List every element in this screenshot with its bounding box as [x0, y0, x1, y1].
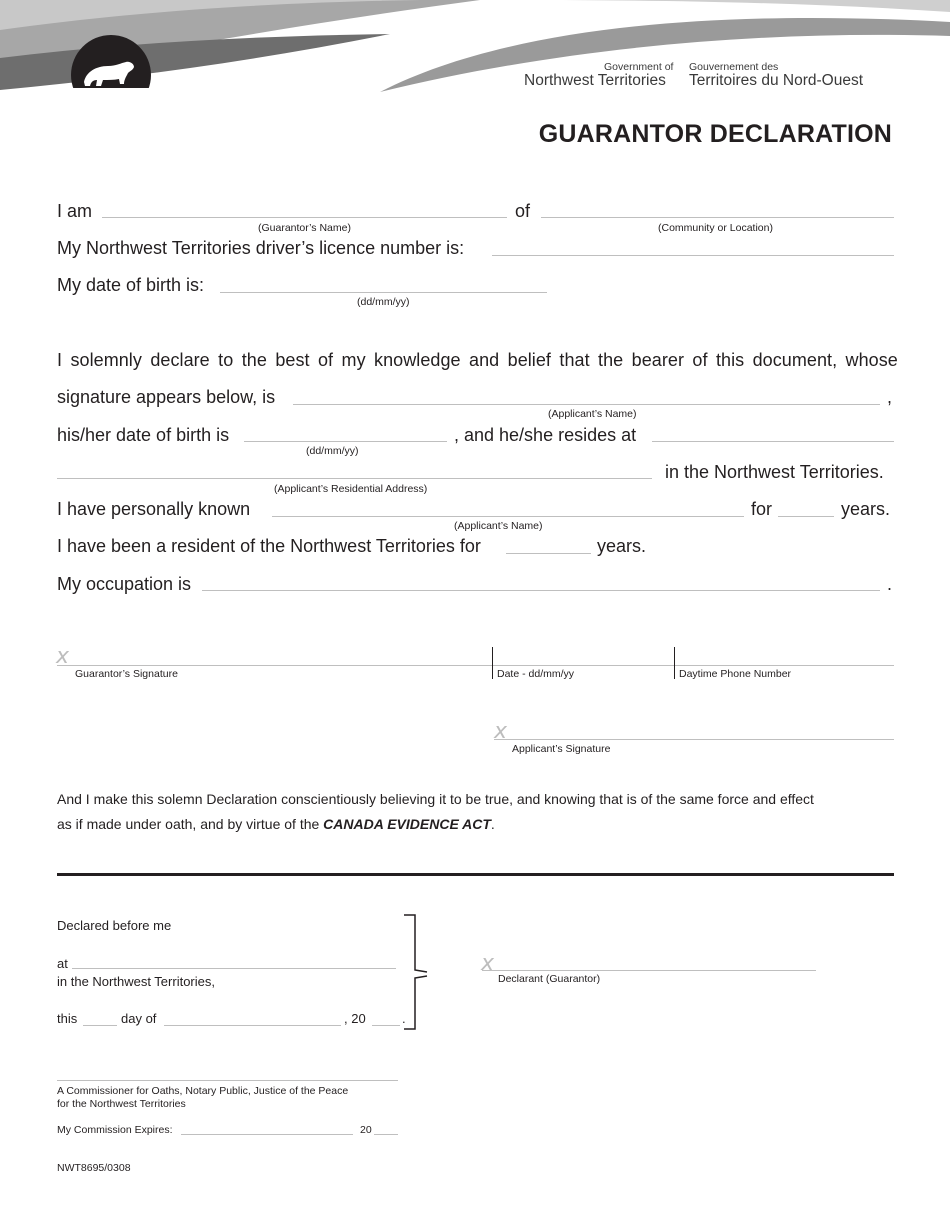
phone-divider — [674, 647, 675, 679]
applicant-dob-caption: (dd/mm/yy) — [306, 445, 359, 457]
date-divider — [492, 647, 493, 679]
community-caption: (Community or Location) — [658, 222, 773, 234]
gov-fr-name: Territoires du Nord-Ouest — [689, 72, 864, 89]
guarantor-dob-field[interactable] — [220, 292, 547, 293]
solemn-line2 — [57, 815, 495, 833]
gov-fr-small: Gouvernement des — [689, 61, 779, 73]
commissioner-signature-line[interactable] — [57, 1080, 398, 1081]
resident-label: I have been a resident of the Northwest Territories for — [57, 536, 481, 556]
month-field[interactable] — [164, 1025, 341, 1026]
phone-caption: Daytime Phone Number — [679, 668, 792, 680]
declared-location-field[interactable] — [72, 968, 396, 969]
solemn-line2-prefix: as if made under oath, and by virtue of the — [57, 816, 320, 832]
this-label: this — [57, 1011, 78, 1026]
of-label: of — [515, 201, 531, 221]
for-label: for — [751, 499, 773, 519]
comma: , — [887, 387, 893, 407]
address-caption: (Applicant’s Residential Address) — [274, 483, 428, 495]
guarantor-dob-caption: (dd/mm/yy) — [357, 296, 410, 308]
declarant-signature-line[interactable] — [482, 970, 816, 971]
guarantor-signature-caption: Guarantor’s Signature — [75, 668, 178, 680]
licence-label: My Northwest Territories driver’s licence number is: — [57, 238, 465, 258]
banner-swoosh-right-light — [520, 0, 950, 12]
day-field[interactable] — [83, 1025, 117, 1026]
known-years-field[interactable] — [778, 516, 834, 517]
commission-expires-label: My Commission Expires: — [57, 1124, 173, 1136]
gov-en-small: Government of — [604, 61, 674, 73]
solemn-line1: And I make this solemn Declaration conscientiously believing it to be true, and knowing that is of the same force and effect — [57, 791, 814, 807]
day-of-label: day of — [121, 1011, 157, 1026]
guarantor-sign-mark: x — [56, 644, 70, 669]
commissioner-line2: for the Northwest Territories — [57, 1098, 186, 1110]
community-field[interactable] — [541, 217, 894, 218]
applicant-dob-field[interactable] — [244, 441, 447, 442]
guarantor-name-field[interactable] — [102, 217, 507, 218]
at-label: at — [57, 956, 68, 971]
applicant-signature-caption: Applicant’s Signature — [512, 743, 611, 755]
resides-label: , and he/she resides at — [454, 425, 637, 445]
resident-years-label: years. — [597, 536, 647, 556]
declared-period: . — [402, 1011, 406, 1026]
address-field-part1[interactable] — [652, 441, 894, 442]
guarantor-name-caption: (Guarantor’s Name) — [258, 222, 351, 234]
guarantor-dob-label: My date of birth is: — [57, 275, 205, 295]
date-caption: Date - dd/mm/yy — [497, 668, 575, 680]
declared-before-me: Declared before me — [57, 918, 172, 933]
in-nwt-label: in the Northwest Territories. — [665, 462, 884, 482]
years-label: years. — [841, 499, 891, 519]
declaration-line1: I solemnly declare to the best of my knowledge and belief that the bearer of this document, whose — [57, 350, 898, 370]
address-field-part2[interactable] — [57, 478, 652, 479]
applicant-name-caption-2: (Applicant’s Name) — [454, 520, 543, 532]
known-label: I have personally known — [57, 499, 251, 519]
declarant-caption: Declarant (Guarantor) — [498, 973, 601, 985]
licence-number-field[interactable] — [492, 255, 894, 256]
year-field[interactable] — [372, 1025, 400, 1026]
solemn-line2-suffix: . — [490, 816, 495, 832]
applicant-name-caption: (Applicant’s Name) — [548, 408, 637, 420]
applicant-sign-mark: x — [494, 719, 508, 744]
declared-in-nwt: in the Northwest Territories, — [57, 974, 215, 989]
i-am-label: I am — [57, 201, 93, 221]
bracket — [400, 912, 430, 1034]
canada-evidence-act: CANADA EVIDENCE ACT — [323, 816, 491, 832]
commissioner-line1: A Commissioner for Oaths, Notary Public, Justice of the Peace — [57, 1085, 349, 1097]
known-applicant-field[interactable] — [272, 516, 744, 517]
declaration-line2: signature appears below, is — [57, 387, 276, 407]
commission-year-field[interactable] — [374, 1134, 398, 1135]
commission-expires-field[interactable] — [181, 1134, 353, 1135]
applicant-name-field[interactable] — [293, 404, 880, 405]
occupation-field[interactable] — [202, 590, 880, 591]
applicant-dob-label: his/her date of birth is — [57, 425, 230, 445]
occupation-label: My occupation is — [57, 574, 192, 594]
guarantor-signature-line[interactable] — [57, 665, 894, 666]
gov-en-name: Northwest Territories — [524, 72, 666, 89]
form-number: NWT8695/0308 — [57, 1162, 131, 1174]
declarant-sign-mark: x — [481, 951, 495, 976]
occupation-period: . — [887, 574, 893, 594]
page-title: GUARANTOR DECLARATION — [538, 120, 892, 148]
year-prefix: , 20 — [344, 1011, 366, 1026]
commission-year-prefix: 20 — [360, 1124, 372, 1136]
resident-years-field[interactable] — [506, 553, 591, 554]
applicant-signature-line[interactable] — [494, 739, 894, 740]
section-divider — [57, 873, 894, 876]
